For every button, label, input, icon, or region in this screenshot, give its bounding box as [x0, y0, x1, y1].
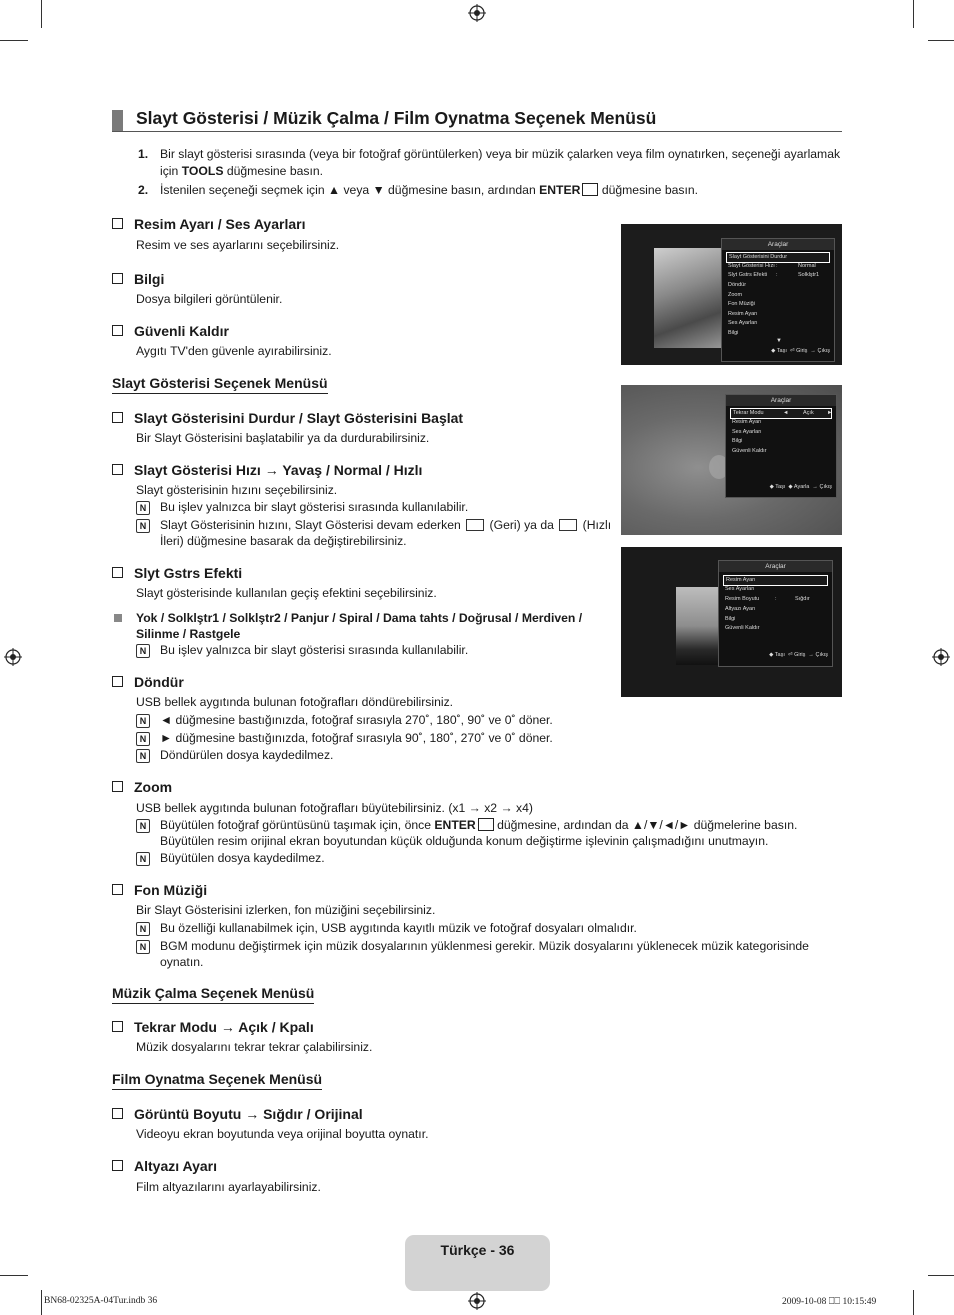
menu-item[interactable]: Ses Ayarları	[728, 320, 758, 326]
menu-item[interactable]: Slyt Gstrs Efekti : Solklştr1	[728, 272, 820, 278]
menu-item[interactable]: Resim Boyutu : Sığdır	[725, 596, 810, 602]
note-icon: N	[136, 749, 150, 763]
enter-icon	[582, 183, 598, 196]
tools-menu	[718, 560, 833, 667]
menu-item[interactable]: Fon Müziği	[728, 301, 755, 307]
menu-title: Araçlar	[722, 239, 834, 250]
screenshot-music-tools	[621, 385, 842, 535]
note-icon: N	[136, 644, 150, 658]
photo-thumbnail	[654, 248, 726, 348]
note: N Slayt Gösterisinin hızını, Slayt Gösterisi devam ederken (Geri) ya da (Hızlı İleri) düğmesine basarak da değiştirebilirsiniz.	[136, 518, 616, 550]
checkbox-bullet-icon	[112, 218, 123, 229]
menu-item[interactable]: Güvenli Kaldır	[725, 625, 760, 631]
crop-mark	[0, 1275, 28, 1276]
crop-mark	[913, 0, 914, 28]
menu-item[interactable]: Altyazı Ayarı	[725, 606, 756, 612]
section-desc: Aygıtı TV'den güvenle ayırabilirsiniz.	[136, 344, 332, 358]
registration-mark-icon	[932, 648, 950, 666]
title-marker	[112, 110, 123, 131]
tools-menu	[721, 238, 835, 362]
section-tekrar-modu: Tekrar Modu → Açık / Kpalı	[112, 1019, 314, 1035]
section-dondur: Döndür	[112, 674, 184, 690]
checkbox-bullet-icon	[112, 1108, 123, 1119]
section-guvenli-kaldir: Güvenli Kaldır	[112, 323, 229, 339]
crop-mark	[41, 0, 42, 28]
enter-icon	[478, 818, 494, 831]
section-zoom: Zoom	[112, 779, 172, 795]
note-icon: N	[136, 922, 150, 936]
note-icon: N	[136, 819, 150, 833]
note: N Döndürülen dosya kaydedilmez.	[136, 748, 636, 764]
section-resim-ayari: Resim Ayarı / Ses Ayarları	[112, 216, 305, 232]
tools-menu	[725, 394, 837, 498]
note-icon: N	[136, 519, 150, 533]
section-desc: Film altyazılarını ayarlayabilirsiniz.	[136, 1180, 321, 1194]
crop-mark	[928, 40, 954, 41]
checkbox-bullet-icon	[112, 273, 123, 284]
checkbox-bullet-icon	[112, 412, 123, 423]
menu-footer: ◆ Taşı ⏎ Giriş → Çıkış	[771, 348, 830, 354]
file-info: BN68-02325A-04Tur.indb 36	[44, 1296, 158, 1306]
section-desc: Bir Slayt Gösterisini başlatabilir ya da durdurabilirsiniz.	[136, 431, 430, 445]
checkbox-bullet-icon	[112, 781, 123, 792]
menu-title: Araçlar	[726, 395, 836, 406]
section-desc: USB bellek aygıtında bulunan fotoğrafları döndürebilirsiniz.	[136, 695, 454, 709]
subheading-slayt-menu: Slayt Gösterisi Seçenek Menüsü	[112, 375, 328, 394]
section-goruntu-boyutu: Görüntü Boyutu → Sığdır / Orijinal	[112, 1106, 363, 1122]
effect-options: Yok / Solklştr1 / Solklştr2 / Panjur / Spiral / Dama tahts / Doğrusal / Merdiven / Silinme / Rastgele	[136, 611, 583, 641]
crop-mark	[913, 1290, 914, 1315]
menu-item[interactable]: Bilgi	[725, 616, 736, 622]
note: N ► düğmesine bastığınızda, fotoğraf sırasıyla 90˚, 180˚, 270˚ ve 0˚ döner.	[136, 731, 636, 747]
checkbox-bullet-icon	[112, 676, 123, 687]
crop-mark	[0, 40, 28, 41]
section-hiz: Slayt Gösterisi Hızı → Yavaş / Normal / Hızlı	[112, 462, 422, 478]
registration-mark-icon	[468, 1292, 486, 1310]
section-fon-muzigi: Fon Müziği	[112, 882, 207, 898]
section-durdur: Slayt Gösterisini Durdur / Slayt Gösterisini Başlat	[112, 410, 463, 426]
registration-mark-icon	[468, 4, 486, 22]
menu-footer: ◆ Taşı ⏎ Giriş → Çıkış	[769, 652, 828, 658]
fast-forward-key-icon	[559, 519, 577, 531]
checkbox-bullet-icon	[112, 1021, 123, 1032]
menu-footer: ◆ Taşı ◆ Ayarla → Çıkış	[769, 484, 832, 490]
section-desc: Bir Slayt Gösterisini izlerken, fon müziğini seçebilirsiniz.	[136, 903, 436, 917]
menu-item[interactable]: Zoom	[728, 292, 743, 298]
note-icon: N	[136, 732, 150, 746]
section-desc: Resim ve ses ayarlarını seçebilirsiniz.	[136, 238, 340, 252]
page-title: Slayt Gösterisi / Müzik Çalma / Film Oynatma Seçenek Menüsü	[136, 108, 657, 128]
checkbox-bullet-icon	[112, 464, 123, 475]
menu-item[interactable]: Bilgi	[728, 330, 739, 336]
title-divider	[112, 131, 842, 132]
note: N Büyütülen fotoğraf görüntüsünü taşımak için, önce ENTER düğmesine, ardından da ▲/▼/◄/► düğmelerine basın. Büyütülen resim orijinal ekran boyutundan küçük olduğunda konum değiştirme işlevinin çalışmadığını unutmayın.	[136, 818, 836, 850]
note-icon: N	[136, 714, 150, 728]
note: N Bu işlev yalnızca bir slayt gösterisi sırasında kullanılabilir.	[136, 643, 616, 659]
note: N BGM modunu değiştirmek için müzik dosyalarının yüklenmesi gerekir. Müzik dosyalarını yüklenecek müzik kategorisinde oynatın.	[136, 939, 836, 971]
menu-item[interactable]: Tekrar Modu ◄ Açık ►	[730, 408, 832, 419]
menu-item[interactable]: Güvenli Kaldır	[732, 448, 767, 454]
note: N Bu özelliği kullanabilmek için, USB aygıtında kayıtlı müzik ve fotoğraf dosyaları olmalıdır.	[136, 921, 836, 937]
note: N ◄ düğmesine bastığınızda, fotoğraf sırasıyla 270˚, 180˚, 90˚ ve 0˚ döner.	[136, 713, 636, 729]
menu-item[interactable]: Resim Ayarı	[732, 419, 762, 425]
subheading-film-menu: Film Oynatma Seçenek Menüsü	[112, 1071, 322, 1090]
menu-title: Araçlar	[719, 561, 832, 572]
screenshot-movie-tools	[621, 547, 842, 697]
screenshot-slideshow-tools	[621, 224, 842, 365]
checkbox-bullet-icon	[112, 884, 123, 895]
menu-item[interactable]: Slayt Gösterisi Hızı : Normal	[728, 263, 816, 269]
registration-mark-icon	[4, 648, 22, 666]
section-altyazi: Altyazı Ayarı	[112, 1158, 217, 1174]
scroll-down-icon[interactable]: ▼	[776, 338, 782, 344]
note-icon: N	[136, 940, 150, 954]
section-desc: Müzik dosyalarını tekrar tekrar çalabilirsiniz.	[136, 1040, 373, 1054]
square-bullet-icon	[114, 614, 122, 622]
menu-item[interactable]: Slayt Gösterisini Durdur	[726, 252, 830, 263]
crop-mark	[41, 1290, 42, 1315]
section-efekt: Slyt Gstrs Efekti	[112, 565, 242, 581]
page-number-tab: Türkçe - 36	[405, 1235, 550, 1291]
section-desc: USB bellek aygıtında bulunan fotoğrafları büyütebilirsiniz. (x1 → x2 → x4)	[136, 801, 533, 815]
subheading-muzik-menu: Müzik Çalma Seçenek Menüsü	[112, 985, 314, 1004]
page-title-bar	[112, 110, 842, 132]
checkbox-bullet-icon	[112, 325, 123, 336]
note: N Büyütülen dosya kaydedilmez.	[136, 851, 636, 867]
note: N Bu işlev yalnızca bir slayt gösterisi sırasında kullanılabilir.	[136, 500, 616, 516]
menu-item[interactable]: Resim Ayarı	[728, 311, 758, 317]
menu-item[interactable]: Döndür	[728, 282, 747, 288]
section-desc: Slayt gösterisinin hızını seçebilirsiniz.	[136, 483, 338, 497]
section-desc: Videoyu ekran boyutunda veya orijinal boyutta oynatır.	[136, 1127, 429, 1141]
note-icon: N	[136, 852, 150, 866]
checkbox-bullet-icon	[112, 1160, 123, 1171]
rewind-key-icon	[466, 519, 484, 531]
menu-item[interactable]: Ses Ayarları	[732, 429, 762, 435]
menu-item[interactable]: Bilgi	[732, 438, 743, 444]
section-bilgi: Bilgi	[112, 271, 164, 287]
crop-mark	[928, 1275, 954, 1276]
menu-item[interactable]: Resim Ayarı	[723, 575, 828, 586]
note-icon: N	[136, 501, 150, 515]
print-date: 2009-10-08 ⎕⎕ 10:15:49	[782, 1297, 877, 1307]
section-desc: Slayt gösterisinde kullanılan geçiş efektini seçebilirsiniz.	[136, 586, 437, 600]
section-desc: Dosya bilgileri görüntülenir.	[136, 292, 283, 306]
checkbox-bullet-icon	[112, 567, 123, 578]
menu-item[interactable]: Ses Ayarları	[725, 586, 755, 592]
